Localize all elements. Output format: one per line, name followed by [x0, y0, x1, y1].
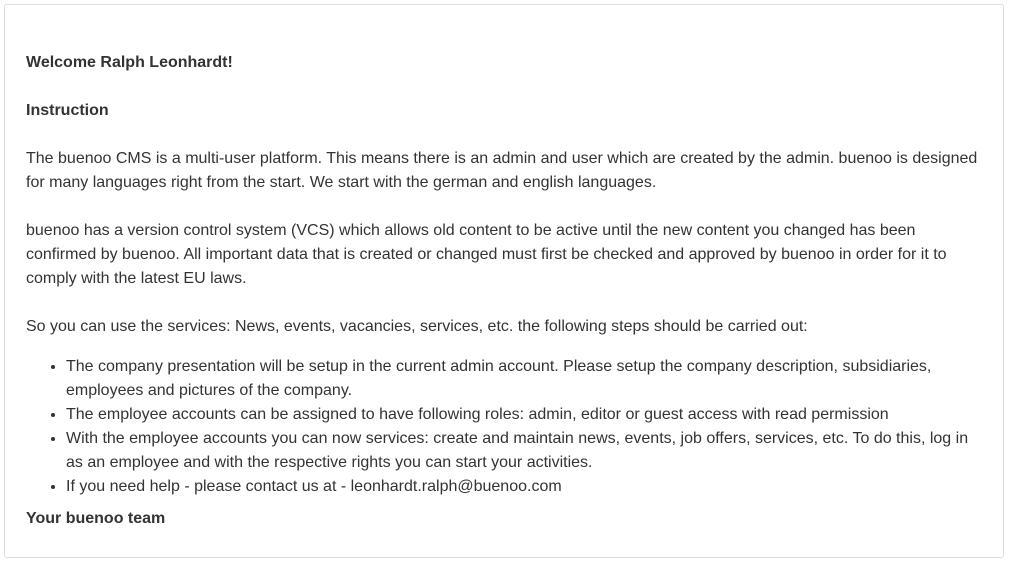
signoff: Your buenoo team [26, 510, 166, 527]
list-item-help [66, 475, 988, 499]
welcome-card [4, 4, 1004, 558]
services-paragraph: So you can use the services: News, events, vacancies, services, etc. the following steps should be carried out: [26, 318, 808, 335]
vcs-paragraph: buenoo has a version control system (VCS) which allows old content to be active until the new content you changed has been confirmed by buenoo. All important data that is created or changed must first be checked and approved by buenoo in order for it to comply with the latest EU laws. [26, 222, 947, 287]
steps-list [26, 355, 988, 499]
contact-email-link[interactable]: leonhardt.ralph@buenoo.com [350, 478, 562, 495]
list-item: • The employee accounts can be assigned to have following roles: admin, editor or guest access with read permission [66, 403, 988, 427]
list-item: • The company presentation will be setup in the current admin account. Please setup the company description, subsidiaries, employees and pictures of the company. [66, 355, 988, 403]
welcome-content [26, 51, 988, 531]
help-text: If you need help - please contact us at - [66, 478, 351, 495]
list-item: • With the employee accounts you can now services: create and maintain news, events, job offers, services, etc. To do this, log in as an employee and with the respective rights you can start your activities. [66, 427, 988, 475]
instruction-heading: Instruction [26, 102, 109, 119]
intro-paragraph: The buenoo CMS is a multi-user platform. This means there is an admin and user which are created by the admin. buenoo is designed for many languages right from the start. We start with the german and english languages. [26, 150, 978, 191]
greeting-heading: Welcome Ralph Leonhardt! [26, 54, 233, 71]
